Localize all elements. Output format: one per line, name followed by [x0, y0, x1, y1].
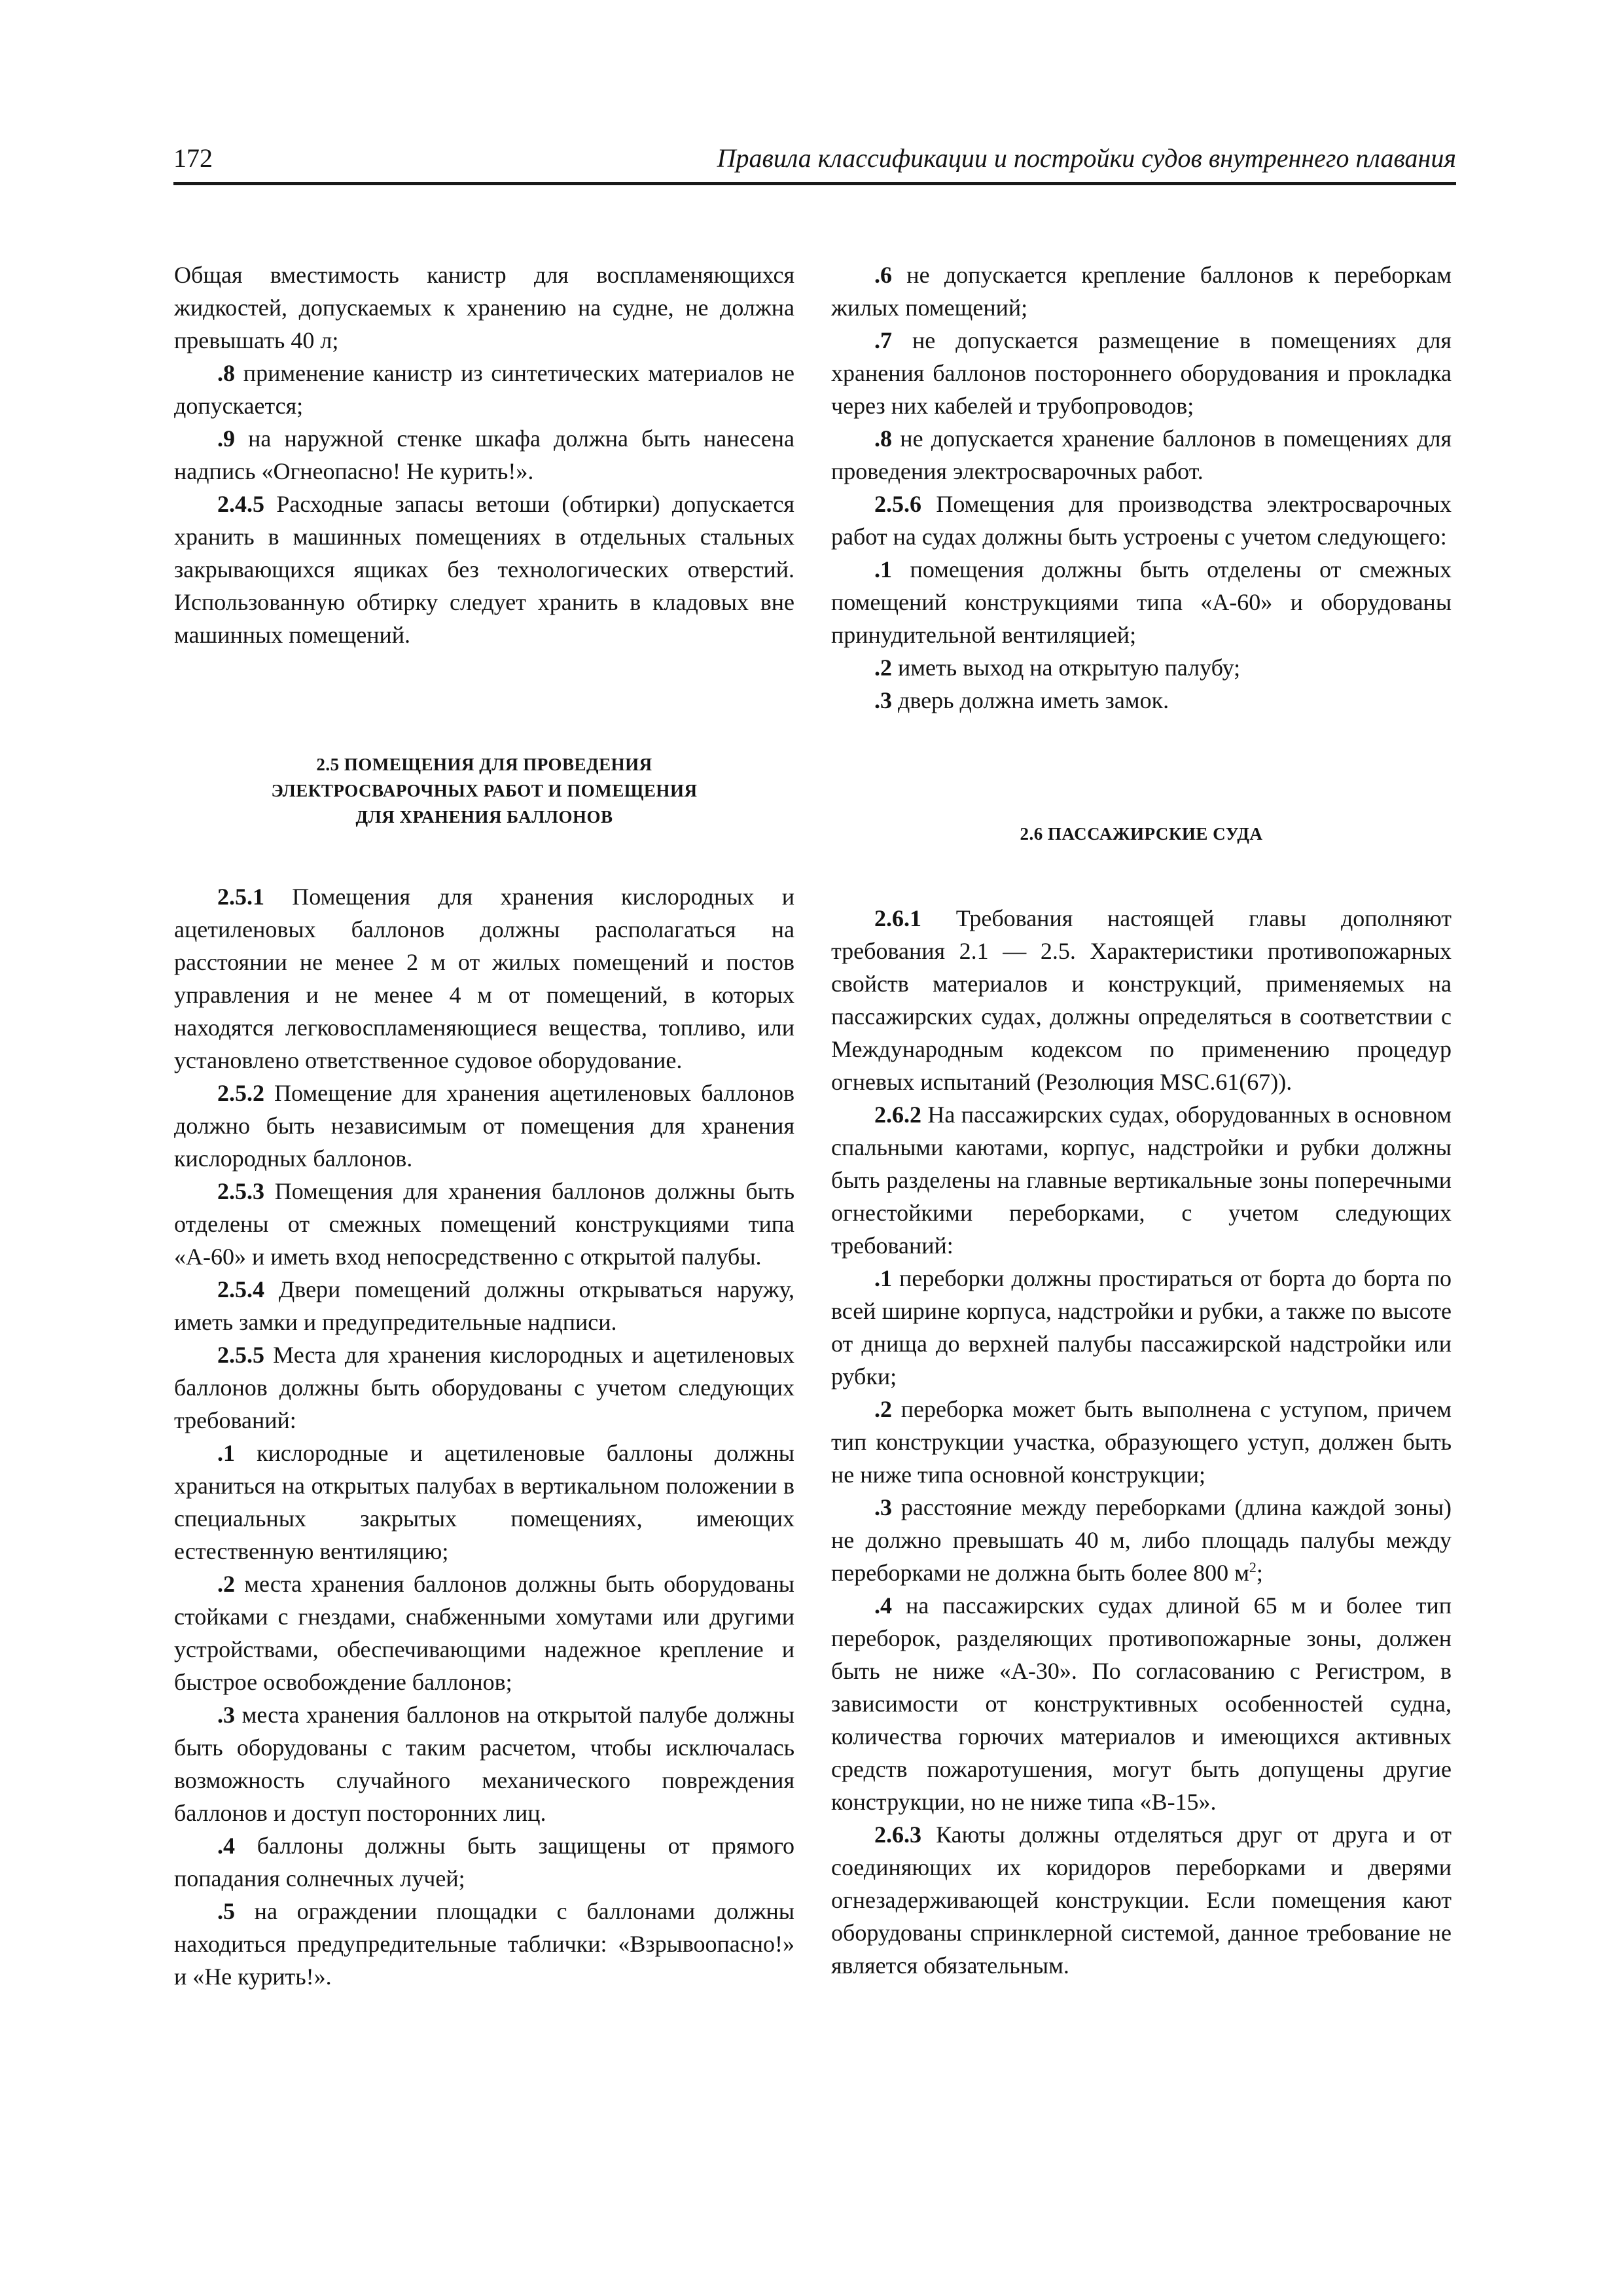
right-column-bottom: [831, 902, 1452, 1982]
paragraph: Общая вместимость канистр для воспламеняющихся жидкостей, допускаемых к хранению на судне, не должна превышать 40 л;: [174, 262, 794, 353]
item-number: .6: [874, 262, 892, 288]
item-text: не допускается крепление баллонов к переборкам жилых помещений;: [831, 262, 1452, 321]
clause-text: Помещения для хранения кислородных и ацетиленовых баллонов должны располагаться на расстоянии не менее 2 м от жилых помещений и постов управления и не менее 4 м от помещений, в которых находятся легковоспламеняющиеся вещества, топливо, или установлено ответственное судовое оборудование.: [174, 884, 794, 1073]
list-item: [174, 1437, 794, 1568]
right-column-top: [831, 259, 1452, 717]
section-title-line: ДЛЯ ХРАНЕНИЯ БАЛЛОНОВ: [355, 807, 613, 827]
clause: [174, 1077, 794, 1175]
clause-text: Помещение для хранения ацетиленовых баллонов должно быть независимым от помещения для хранения кислородных баллонов.: [174, 1080, 794, 1172]
clause-text: Места для хранения кислородных и ацетиленовых баллонов должны быть оборудованы с учетом следующих требований:: [174, 1342, 794, 1433]
item-text: на пассажирских судах длиной 65 м и более тип переборок, разделяющих противопожарные зоны, должен быть не ниже «А-30». По согласованию с Регистром, в зависимости от конструктивных особенностей судна, количества горючих материалов и имеющихся активных средств пожаротушения, могут быть допущены другие конструкции, но не ниже типа «В-15».: [831, 1592, 1452, 1815]
clause: [831, 1818, 1452, 1982]
item-text: места хранения баллонов должны быть оборудованы стойками с гнездами, снабженными хомутами или другими устройствами, обеспечивающими надежное крепление и быстрое освобождение баллонов;: [174, 1571, 794, 1695]
left-column-top: [174, 259, 794, 651]
item-text: расстояние между переборками (длина каждой зоны) не должно превышать 40 м, либо площадь палубы между переборками не должна быть более 800 м: [831, 1494, 1452, 1586]
clause: [831, 1098, 1452, 1262]
item-text: на наружной стенке шкафа должна быть нанесена надпись «Огнеопасно! Не курить!».: [174, 425, 794, 484]
clause-text: Двери помещений должны открываться наружу, иметь замки и предупредительные надписи.: [174, 1276, 794, 1335]
left-column-bottom: [174, 880, 794, 1993]
item-text: не допускается хранение баллонов в помещениях для проведения электросварочных работ.: [831, 425, 1452, 484]
clause-number: 2.4.5: [217, 491, 264, 517]
item-number: .5: [217, 1898, 235, 1924]
list-item: [831, 553, 1452, 651]
item-number: .2: [217, 1571, 235, 1597]
item-number: .9: [217, 425, 235, 452]
clause-number: 2.6.3: [874, 1821, 921, 1848]
item-text: баллоны должны быть защищены от прямого попадания солнечных лучей;: [174, 1833, 794, 1892]
page-number: 172: [173, 143, 213, 173]
item-text: на ограждении площадки с баллонами должны находиться предупредительные таблички: «Взрывоопасно!» и «Не курить!».: [174, 1898, 794, 1990]
clause: [174, 1273, 794, 1338]
item-text: переборка может быть выполнена с уступом, причем тип конструкции участка, образующего уступ, должен быть не ниже типа основной конструкции;: [831, 1396, 1452, 1488]
clause: [174, 880, 794, 1077]
list-item: [174, 1829, 794, 1895]
clause-number: 2.5.2: [217, 1080, 264, 1106]
item-number: .4: [874, 1592, 892, 1619]
section-title-2-6: [831, 821, 1452, 847]
item-text: помещения должны быть отделены от смежных помещений конструкциями типа «А-60» и оборудованы принудительной вентиляцией;: [831, 556, 1452, 648]
item-text: места хранения баллонов на открытой палубе должны быть оборудованы с таким расчетом, чтобы исключалась возможность случайного механического повреждения баллонов и доступ посторонних лиц.: [174, 1702, 794, 1826]
clause: [174, 1175, 794, 1273]
list-item: [831, 1393, 1452, 1491]
item-number: .3: [217, 1702, 235, 1728]
item-number: .3: [874, 1494, 892, 1520]
clause-number: 2.5.4: [217, 1276, 264, 1302]
item-number: .8: [217, 360, 235, 386]
list-item: [831, 324, 1452, 422]
item-number: .2: [874, 655, 892, 681]
clause-text: Расходные запасы ветоши (обтирки) допускается хранить в машинных помещениях в отдельных стальных закрывающихся ящиках без технологических отверстий. Использованную обтирку следует хранить в кладовых вне машинных помещений.: [174, 491, 794, 648]
section-title-2-5: [174, 751, 794, 830]
item-number: .3: [874, 687, 892, 713]
running-title: Правила классификации и постройки судов внутреннего плавания: [717, 143, 1456, 173]
list-item: [831, 422, 1452, 488]
clause-text: Помещения для производства электросварочных работ на судах должны быть устроены с учетом следующего:: [831, 491, 1452, 550]
clause-text: Требования настоящей главы дополняют требования 2.1 — 2.5. Характеристики противопожарных свойств материалов и конструкций, применяемых на пассажирских судах, должны определяться в соответствии с Международным кодексом по применению процедур огневых испытаний (Резолюция MSC.61(67)).: [831, 905, 1452, 1095]
list-item: [831, 1262, 1452, 1393]
clause-number: 2.6.2: [874, 1102, 921, 1128]
clause-number: 2.5.6: [874, 491, 921, 517]
list-item: [831, 1491, 1452, 1589]
page-header: [173, 139, 1456, 185]
item-text: переборки должны простираться от борта до борта по всей ширине корпуса, надстройки и рубки, а также по высоте от днища до верхней палубы пассажирской надстройки или рубки;: [831, 1265, 1452, 1390]
list-item: [174, 1568, 794, 1698]
clause: [831, 902, 1452, 1098]
item-text: дверь должна иметь замок.: [892, 687, 1169, 713]
list-item: [174, 1895, 794, 1993]
clause: [174, 488, 794, 651]
item-number: .1: [217, 1440, 235, 1466]
item-number: .7: [874, 327, 892, 353]
clause-number: 2.5.3: [217, 1178, 264, 1204]
clause-number: 2.5.1: [217, 884, 264, 910]
section-title-line: ЭЛЕКТРОСВАРОЧНЫХ РАБОТ И ПОМЕЩЕНИЯ: [271, 781, 698, 800]
item-text: кислородные и ацетиленовые баллоны должны храниться на открытых палубах в вертикальном положении в специальных закрытых помещениях, имеющих естественную вентиляцию;: [174, 1440, 794, 1564]
list-item: [831, 259, 1452, 324]
list-item: [831, 1589, 1452, 1818]
clause-text: На пассажирских судах, оборудованных в основном спальными каютами, корпус, надстройки и рубки должны быть разделены на главные вертикальные зоны поперечными огнестойкими переборками, с учетом следующих требований:: [831, 1102, 1452, 1259]
clause-text: Каюты должны отделяться друг от друга и от соединяющих их коридоров переборками и дверями огнезадерживающей конструкции. Если помещения кают оборудованы спринклерной системой, данное требование не является обязательным.: [831, 1821, 1452, 1979]
list-item: [174, 1698, 794, 1829]
list-item: [831, 684, 1452, 717]
item-text: иметь выход на открытую палубу;: [892, 655, 1241, 681]
list-item: [174, 357, 794, 422]
section-title-line: 2.5 ПОМЕЩЕНИЯ ДЛЯ ПРОВЕДЕНИЯ: [316, 755, 652, 774]
clause: [174, 1338, 794, 1437]
item-number: .8: [874, 425, 892, 452]
item-number: .4: [217, 1833, 235, 1859]
section-title-line: 2.6 ПАССАЖИРСКИЕ СУДА: [1020, 824, 1263, 844]
superscript: 2: [1249, 1559, 1257, 1575]
clause-number: 2.5.5: [217, 1342, 264, 1368]
item-number: .1: [874, 556, 892, 583]
item-number: .1: [874, 1265, 892, 1291]
clause-text: Помещения для хранения баллонов должны быть отделены от смежных помещений конструкциями типа «А-60» и иметь вход непосредственно с открытой палубы.: [174, 1178, 794, 1270]
item-number: .2: [874, 1396, 892, 1422]
clause: [831, 488, 1452, 553]
list-item: [174, 422, 794, 488]
item-text-end: ;: [1256, 1560, 1263, 1586]
item-text: применение канистр из синтетических материалов не допускается;: [174, 360, 794, 419]
item-text: не допускается размещение в помещениях для хранения баллонов постороннего оборудования и прокладка через них кабелей и трубопроводов;: [831, 327, 1452, 419]
clause-number: 2.6.1: [874, 905, 921, 931]
list-item: [831, 651, 1452, 684]
